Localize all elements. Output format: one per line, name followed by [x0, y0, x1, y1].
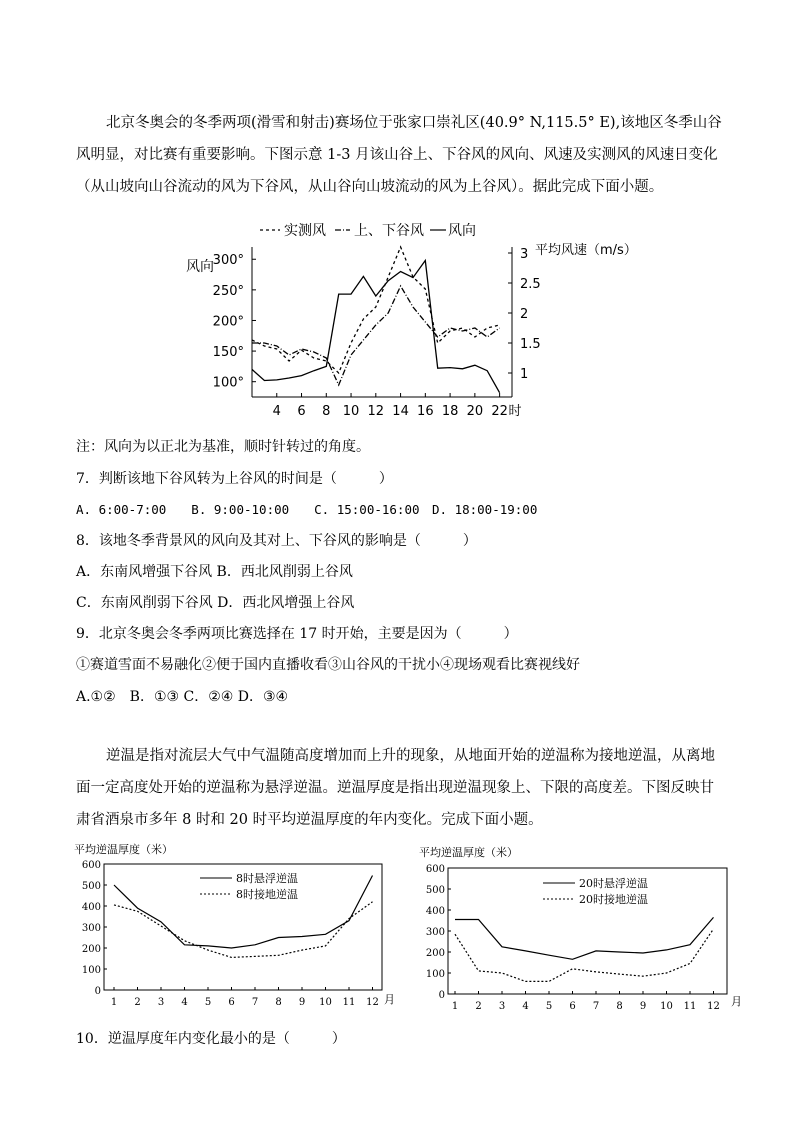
- left-tick-label: 100°: [212, 375, 244, 391]
- series-line-solid: [455, 917, 714, 959]
- x-tick-label: 10: [660, 1001, 673, 1012]
- x-tick-label: 3: [498, 1001, 506, 1012]
- legend-direction: 风向: [448, 223, 476, 239]
- x-tick-label: 12: [367, 404, 385, 419]
- x-tick-label: 14: [392, 404, 409, 419]
- question-8-options-ab: A．东南风增强下谷风 B．西北风削弱上谷风: [76, 564, 353, 580]
- x-tick-label: 6: [569, 1001, 576, 1012]
- y-tick-label: 600: [425, 864, 445, 875]
- x-tick-label: 4: [181, 997, 188, 1008]
- inversion-chart-20h-lines: [455, 917, 714, 981]
- left-tick-label: 300°: [212, 253, 244, 269]
- series-line-dashed: [252, 247, 500, 373]
- x-tick-label: 8: [275, 997, 282, 1008]
- right-tick-label: 1.5: [520, 337, 541, 352]
- y-tick-label: 100: [425, 969, 445, 980]
- passage-1: 北京冬奥会的冬季两项(滑雪和射击)赛场位于张家口崇礼区(40.9° N,115.5° E),该地区冬季山谷风明显，对比赛有重要影响。下图示意 1-3 月该山谷上、下谷风的风向、风速及实测风的风速日变化（从山坡向山谷流动的风为下谷风，从山谷向山坡流动的风为上谷风）。据此完成下面小题。: [76, 115, 722, 195]
- x-tick-label: 11: [683, 1001, 697, 1012]
- wind-chart-legend: [260, 223, 476, 239]
- x-tick-label: 12: [707, 1001, 720, 1012]
- y-tick-label: 600: [81, 860, 101, 871]
- x-tick-label: 7: [592, 1001, 600, 1012]
- inversion-chart-8h: [72, 840, 412, 1010]
- legend-valley-wind: 上、下谷风: [354, 223, 424, 239]
- y-tick-label: 500: [425, 885, 445, 896]
- x-tick-label: 20: [466, 404, 484, 419]
- passage-2: 逆温是指对流层大气中气温随高度增加而上升的现象，从地面开始的逆温称为接地逆温，从离地面一定高度处开始的逆温称为悬浮逆温。逆温厚度是指出现逆温现象上、下限的高度差。下图反映甘肃省酒泉市多年 8 时和 20 时平均逆温厚度的年内变化。完成下面小题。: [76, 748, 715, 828]
- x-tick-label: 9: [298, 997, 306, 1008]
- x-tick-label: 4: [272, 404, 281, 419]
- x-tick-label: 16: [417, 404, 434, 419]
- y-tick-label: 500: [81, 881, 101, 892]
- x-tick-label: 8: [616, 1001, 623, 1012]
- right-axis-unit: 平均风速（m/s）: [535, 243, 637, 258]
- right-tick-label: 3: [520, 247, 529, 262]
- left-tick-label: 200°: [212, 314, 244, 330]
- question-7-options: A. 6:00-7:00 B. 9:00-10:00 C. 15:00-16:00 D. 18:00-19:00: [76, 502, 538, 517]
- inversion-chart-20h: [415, 843, 760, 1013]
- wind-chart: [180, 215, 637, 425]
- question-9-stem: 9．北京冬奥会冬季两项比赛选择在 17 时开始，主要是因为（ ）: [76, 626, 518, 642]
- x-tick-label: 6: [228, 997, 235, 1008]
- x-tick-label: 11: [342, 997, 356, 1008]
- legend-20h-suspended: 20时悬浮逆温: [579, 877, 648, 890]
- x-tick-label: 1: [451, 1001, 459, 1012]
- x-tick-label: 4: [522, 1001, 529, 1012]
- left-axis-label: 风向: [186, 259, 214, 275]
- inversion-chart-8h-axes: [82, 860, 382, 1008]
- question-8-options-cd: C．东南风削弱下谷风 D．西北风增强上谷风: [76, 595, 355, 611]
- x-tick-label: 8: [322, 404, 331, 419]
- question-7-stem: 7．判断该地下谷风转为上谷风的时间是（ ）: [76, 471, 393, 487]
- y-tick-label: 100: [81, 965, 101, 976]
- y-tick-label: 400: [425, 906, 445, 917]
- x-tick-label: 12: [366, 997, 379, 1008]
- left-tick-label: 150°: [212, 345, 244, 361]
- inversion-chart-20h-axes: [426, 864, 727, 1012]
- legend-measured: 实测风: [284, 223, 326, 239]
- y-tick-label: 0: [94, 986, 101, 997]
- right-tick-label: 2.5: [520, 277, 541, 292]
- question-10-stem: 10．逆温厚度年内变化最小的是（ ）: [76, 1031, 346, 1047]
- y-tick-label: 400: [81, 902, 101, 913]
- x-tick-label: 5: [545, 1001, 553, 1012]
- x-tick-label: 2: [134, 997, 141, 1008]
- wind-chart-lines: [252, 247, 500, 393]
- x-unit-label: 时: [508, 404, 522, 419]
- question-9-items: ①赛道雪面不易融化②便于国内直播收看③山谷风的干扰小④现场观看比赛视线好: [76, 657, 580, 673]
- x-tick-label: 5: [204, 997, 212, 1008]
- y-tick-label: 200: [81, 944, 101, 955]
- y-tick-label: 0: [438, 990, 445, 1001]
- y-tick-label: 300: [81, 923, 101, 934]
- series-line-dashdot: [252, 286, 500, 385]
- figure-3-y-label: 平均逆温厚度（米）: [419, 846, 518, 859]
- y-tick-label: 200: [425, 948, 445, 959]
- x-tick-label: 10: [319, 997, 332, 1008]
- right-tick-label: 1: [520, 367, 529, 382]
- x-tick-label: 9: [639, 1001, 647, 1012]
- x-tick-label: 7: [251, 997, 259, 1008]
- series-line-solid: [252, 261, 500, 393]
- wind-chart-axes: [213, 247, 541, 419]
- x-tick-label: 3: [157, 997, 165, 1008]
- figure-2-x-unit: 月: [384, 993, 395, 1006]
- legend-20h-ground: 20时接地逆温: [579, 893, 648, 906]
- x-tick-label: 22: [491, 404, 508, 419]
- legend-8h-suspended: 8时悬浮逆温: [236, 872, 298, 885]
- x-tick-label: 18: [441, 404, 459, 419]
- inversion-chart-20h-legend: [543, 876, 648, 906]
- figure-2-y-label: 平均逆温厚度（米）: [74, 843, 173, 856]
- question-9-options: A.①② B．①③ C．②④ D．③④: [76, 689, 289, 705]
- right-tick-label: 2: [520, 307, 529, 322]
- x-tick-label: 6: [297, 404, 306, 419]
- x-tick-label: 1: [110, 997, 118, 1008]
- left-tick-label: 250°: [212, 283, 244, 299]
- legend-8h-ground: 8时接地逆温: [236, 888, 298, 901]
- x-tick-label: 2: [475, 1001, 482, 1012]
- question-8-stem: 8．该地冬季背景风的风向及其对上、下谷风的影响是（ ）: [76, 533, 477, 549]
- inversion-chart-8h-legend: [200, 871, 298, 901]
- figure-3-x-unit: 月: [731, 995, 742, 1008]
- y-tick-label: 300: [425, 927, 445, 938]
- x-tick-label: 10: [342, 404, 360, 419]
- figure-1-note: 注：风向为以正北为基准，顺时针转过的角度。: [76, 439, 370, 455]
